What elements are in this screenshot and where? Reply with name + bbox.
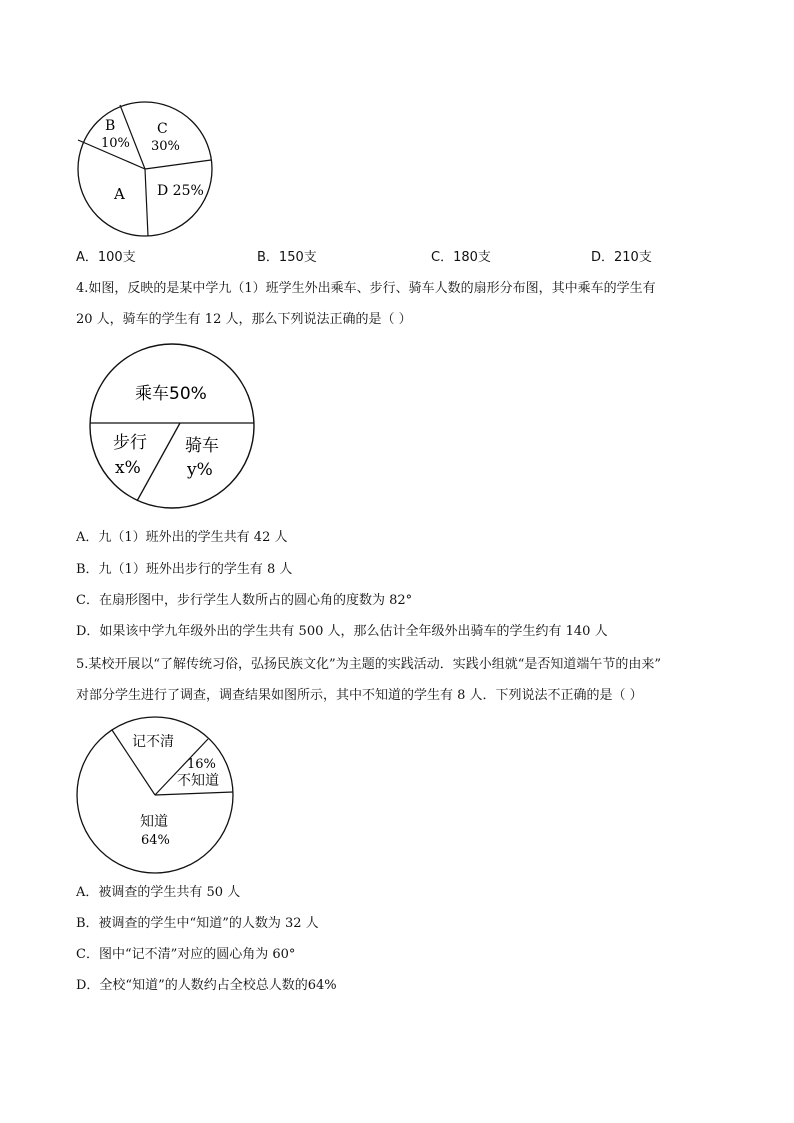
- q5-stem-line2: 对部分学生进行了调查，调查结果如图所示，其中不知道的学生有 8 人．下列说法不正确的是（ ）: [76, 688, 643, 703]
- q5-option-b: B．被调查的学生中“知道”的人数为 32 人: [76, 916, 319, 931]
- q4-label-walk-pct: x%: [115, 458, 141, 478]
- q4-label-bike: 骑车: [185, 436, 219, 456]
- q5-stem-line1: 5.某校开展以“了解传统习俗，弘扬民族文化”为主题的实践活动．实践小组就“是否知道端午节的由来”: [76, 657, 661, 672]
- q5-option-a: A．被调查的学生共有 50 人: [76, 885, 241, 900]
- q3-label-b-pct: 10%: [101, 136, 130, 151]
- q5-label-unknown: 不知道: [177, 773, 219, 789]
- q3-option-b: B．150支: [257, 250, 317, 265]
- q5-label-known-pct: 64%: [141, 833, 170, 848]
- q4-option-a: A．九（1）班外出的学生共有 42 人: [76, 530, 288, 545]
- q3-option-a: A．100支: [76, 250, 136, 265]
- q5-option-d: D．全校“知道”的人数约占全校总人数的64%: [76, 978, 337, 993]
- q4-option-c: C．在扇形图中，步行学生人数所占的圆心角的度数为 82°: [76, 593, 413, 608]
- q5-pie-chart: [74, 714, 236, 876]
- q5-label-unclear: 记不清: [132, 734, 174, 750]
- q3-label-b: B: [105, 118, 116, 134]
- q4-label-bike-pct: y%: [187, 460, 213, 480]
- q4-label-ride: 乘车50%: [135, 384, 207, 404]
- q4-label-walk: 步行: [113, 433, 147, 453]
- q3-label-a: A: [114, 185, 125, 203]
- q3-label-c-pct: 30%: [151, 139, 180, 154]
- q3-option-d: D．210支: [591, 250, 652, 265]
- q5-label-known: 知道: [140, 814, 168, 830]
- q5-label-unknown-pct: 16%: [187, 757, 216, 772]
- q4-option-b: B．九（1）班外出步行的学生有 8 人: [76, 562, 293, 577]
- q4-stem-line1: 4.如图，反映的是某中学九（1）班学生外出乘车、步行、骑车人数的扇形分布图，其中乘车的学生有: [76, 281, 656, 296]
- q3-option-c: C．180支: [431, 250, 491, 265]
- q4-stem-line2: 20 人，骑车的学生有 12 人，那么下列说法正确的是（ ）: [76, 312, 412, 327]
- q3-label-d: D 25%: [157, 183, 204, 199]
- q3-pie-chart: [74, 98, 216, 240]
- q5-option-c: C．图中“记不清”对应的圆心角为 60°: [76, 947, 296, 962]
- q3-label-c: C: [157, 121, 168, 137]
- q4-pie-chart: [87, 341, 257, 511]
- q4-option-d: D．如果该中学九年级外出的学生共有 500 人，那么估计全年级外出骑车的学生约有 140 人: [76, 624, 608, 639]
